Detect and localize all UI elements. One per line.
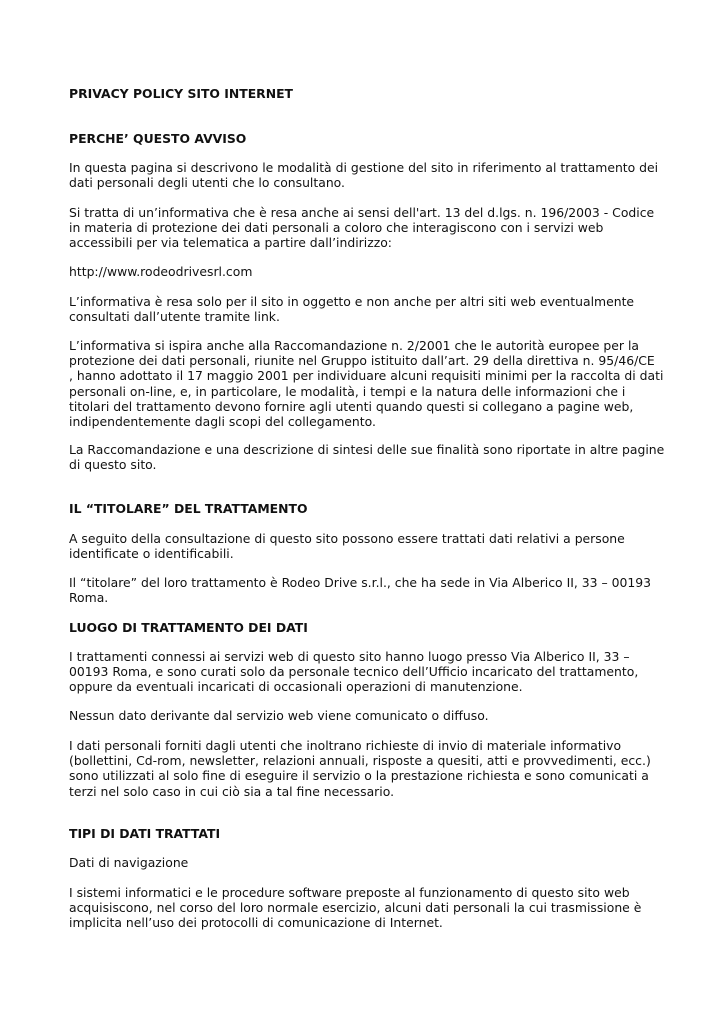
text-line: identificate o identificabili.	[69, 546, 234, 562]
paragraph	[69, 649, 669, 695]
text-line: I sistemi informatici e le procedure software preposte al funzionamento di questo sito web	[69, 885, 630, 900]
text-line: acquisiscono, nel corso del loro normale esercizio, alcuni dati personali la cui trasmissione è	[69, 900, 642, 916]
text-line: A seguito della consultazione di questo sito possono essere trattati dati relativi a persone	[69, 531, 625, 546]
text-line: 00193 Roma, e sono curati solo da personale tecnico dell’Ufficio incaricato del trattamento,	[69, 664, 639, 680]
text-line: implicita nell’uso dei protocolli di comunicazione di Internet.	[69, 915, 443, 931]
text-line: Si tratta di un’informativa che è resa anche ai sensi dell'art. 13 del d.lgs. n. 196/2003 - Codice	[69, 205, 655, 220]
text-line: dati personali degli utenti che lo consultano.	[69, 175, 345, 191]
text-line: La Raccomandazione e una descrizione di sintesi delle sue finalità sono riportate in altre pagine	[69, 442, 665, 457]
text-line: indipendentemente dagli scopi del collegamento.	[69, 414, 376, 430]
text-line: protezione dei dati personali, riunite nel Gruppo istituito dall’art. 29 della direttiva n. 95/46/CE	[69, 353, 655, 369]
text-line: L’informativa si ispira anche alla Raccomandazione n. 2/2001 che le autorità europee per la	[69, 338, 639, 353]
paragraph	[69, 708, 669, 723]
paragraph	[69, 160, 669, 190]
section-heading: PERCHE’ QUESTO AVVISO	[69, 131, 247, 146]
text-line: I trattamenti connessi ai servizi web di questo sito hanno luogo presso Via Alberico II, 33 –	[69, 649, 630, 664]
text-line: accessibili per via telematica a partire dall’indirizzo:	[69, 235, 392, 251]
text-line: In questa pagina si descrivono le modalità di gestione del sito in riferimento al trattamento dei	[69, 160, 659, 175]
section-heading: TIPI DI DATI TRATTATI	[69, 826, 221, 841]
page-title: PRIVACY POLICY SITO INTERNET	[69, 86, 294, 101]
text-line: in materia di protezione dei dati personali a coloro che interagiscono con i servizi web	[69, 220, 604, 236]
subsection-label: Dati di navigazione	[69, 855, 189, 870]
text-line: oppure da eventuali incaricati di occasionali operazioni di manutenzione.	[69, 679, 523, 695]
paragraph	[69, 205, 669, 251]
paragraph	[69, 738, 669, 799]
text-line: , hanno adottato il 17 maggio 2001 per individuare alcuni requisiti minimi per la raccolta di dati	[69, 368, 664, 384]
section-heading: LUOGO DI TRATTAMENTO DEI DATI	[69, 620, 308, 635]
text-line: terzi nel solo caso in cui ciò sia a tal fine necessario.	[69, 783, 395, 799]
paragraph	[69, 294, 669, 324]
text-line: Il “titolare” del loro trattamento è Rodeo Drive s.r.l., che ha sede in Via Alberico II, 33 – 00193	[69, 575, 652, 590]
paragraph	[69, 855, 669, 870]
text-line: sono utilizzati al solo fine di eseguire il servizio o la prestazione richiesta e sono comunicati a	[69, 768, 649, 784]
text-line: Nessun dato derivante dal servizio web viene comunicato o diffuso.	[69, 708, 489, 723]
paragraph	[69, 885, 669, 931]
site-url-text: http://www.rodeodrivesrl.com	[69, 264, 253, 279]
paragraph	[69, 575, 669, 605]
paragraph	[69, 531, 669, 561]
text-line: L’informativa è resa solo per il sito in oggetto e non anche per altri siti web eventualmente	[69, 294, 635, 309]
text-line: consultati dall’utente tramite link.	[69, 309, 280, 325]
paragraph	[69, 442, 669, 472]
text-line: (bollettini, Cd-rom, newsletter, relazioni annuali, risposte a quesiti, atti e provvedimenti, ecc.)	[69, 753, 651, 769]
paragraph	[69, 264, 669, 279]
text-line: titolari del trattamento devono fornire agli utenti quando questi si collegano a pagine web,	[69, 398, 634, 414]
text-line: di questo sito.	[69, 457, 157, 473]
section-heading: IL “TITOLARE” DEL TRATTAMENTO	[69, 501, 308, 516]
text-line: Roma.	[69, 590, 109, 606]
paragraph	[69, 338, 669, 429]
text-line: I dati personali forniti dagli utenti che inoltrano richieste di invio di materiale informativo	[69, 738, 622, 753]
text-line: personali on-line, e, in particolare, le modalità, i tempi e la natura delle informazioni che i	[69, 383, 626, 399]
